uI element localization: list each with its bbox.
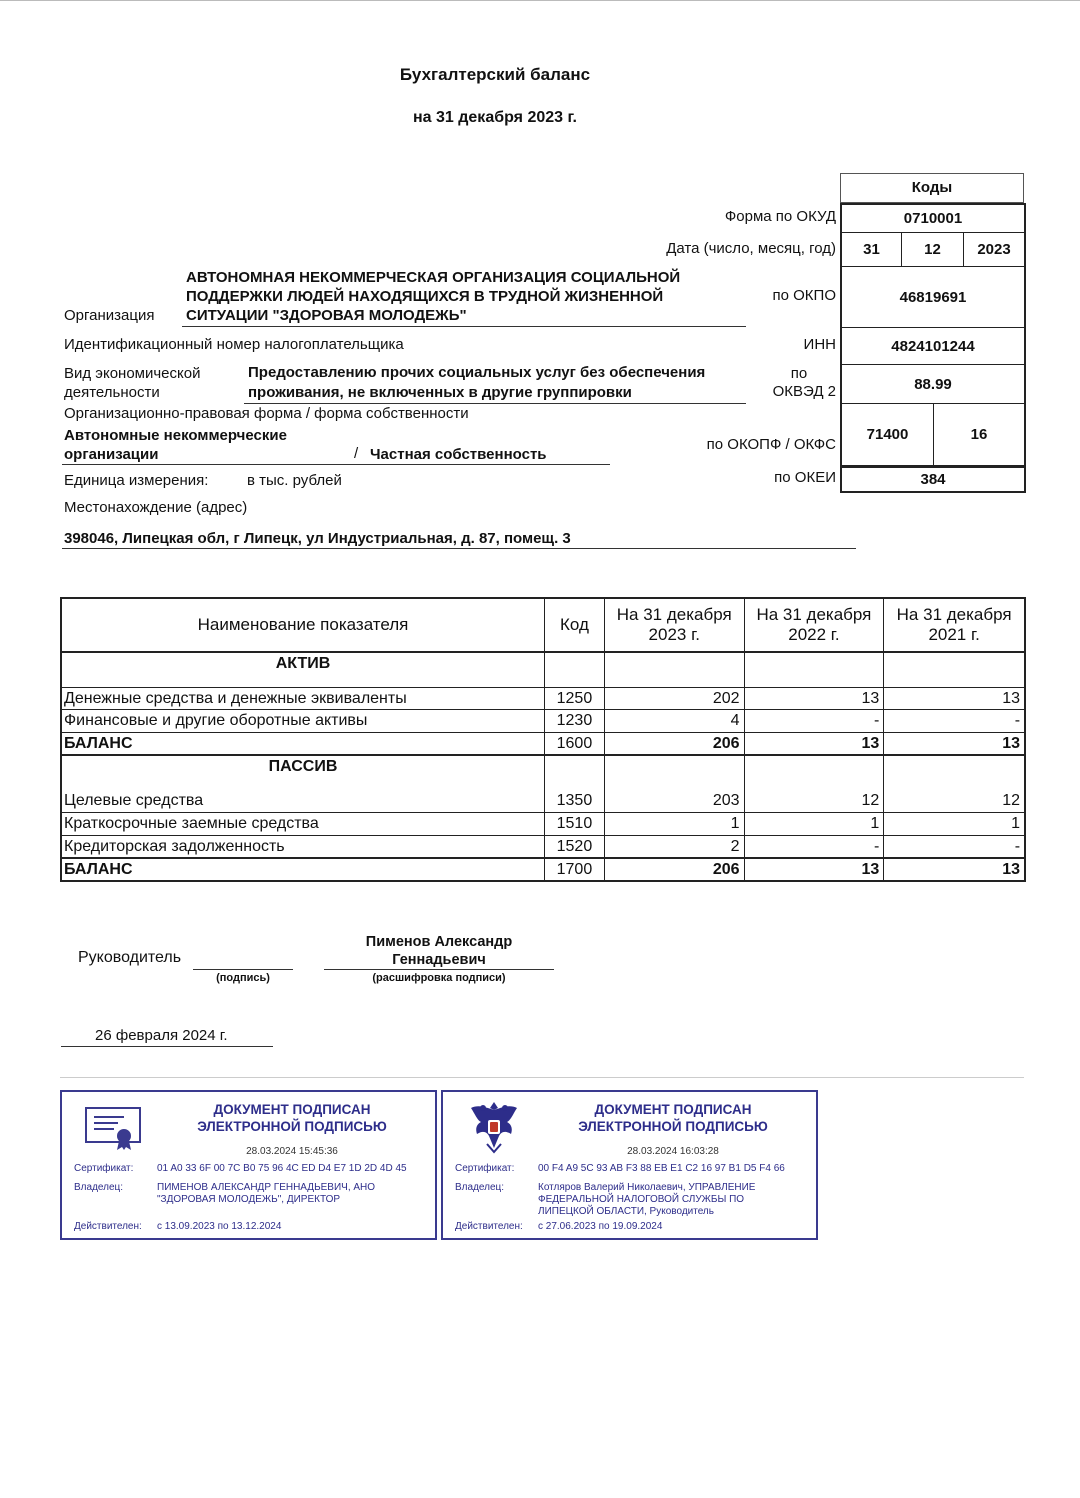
- header-2022-line-2: 2022 г.: [788, 625, 840, 644]
- row-2023: 2: [605, 836, 745, 857]
- address-underline: [62, 548, 856, 549]
- row-code: 1230: [545, 710, 605, 732]
- e-signature-stamp-2: [441, 1090, 818, 1240]
- stamp-owner-line-1: ПИМЕНОВ АЛЕКСАНДР ГЕННАДЬЕВИЧ, АНО: [157, 1182, 376, 1193]
- empty-cell: [884, 756, 1024, 790]
- okopf-okfs-codes: [842, 404, 1024, 466]
- address-label: Местонахождение (адрес): [64, 499, 248, 516]
- row-name: Денежные средства и денежные эквиваленты: [62, 688, 545, 709]
- balance-row-aktiv: [62, 733, 1024, 756]
- row-2022: -: [745, 836, 885, 857]
- stamp-owner-line-2: "ЗДОРОВАЯ МОЛОДЕЖЬ", ДИРЕКТОР: [157, 1194, 341, 1205]
- row-name: БАЛАНС: [62, 859, 545, 880]
- row-2021: 12: [1002, 792, 1021, 809]
- okei-code: 384: [842, 466, 1024, 491]
- stamp-owner-label: Владелец:: [455, 1182, 505, 1193]
- row-name: БАЛАНС: [62, 733, 545, 754]
- table-row: [62, 710, 1024, 733]
- stamp-owner-line-3: ЛИПЕЦКОЙ ОБЛАСТИ, Руководитель: [538, 1206, 714, 1217]
- empty-cell: [605, 653, 745, 687]
- row-code: 1350: [545, 790, 605, 812]
- activity-line-2: проживания, не включенных в другие группировки: [248, 384, 632, 401]
- codes-heading: Коды: [840, 173, 1024, 203]
- empty-cell: [605, 756, 745, 790]
- okei-label: по ОКЕИ: [774, 469, 836, 486]
- activity-label-1: Вид экономической: [64, 365, 201, 382]
- header-2021-line-1: На 31 декабря: [896, 605, 1012, 624]
- empty-cell: [745, 653, 885, 687]
- okved-code: 88.99: [842, 365, 1024, 404]
- legal-form-line-1: Автономные некоммерческие: [64, 427, 287, 444]
- row-2022: 12: [745, 790, 885, 812]
- table-row: [62, 836, 1024, 859]
- org-name-line-3: СИТУАЦИИ "ЗДОРОВАЯ МОЛОДЕЖЬ": [186, 307, 467, 324]
- stamp-valid: с 27.06.2023 по 19.09.2024: [538, 1221, 663, 1232]
- table-header-row: [62, 599, 1024, 653]
- table-row: [62, 813, 1024, 836]
- row-2021: -: [1014, 712, 1021, 729]
- org-underline: [182, 326, 746, 327]
- empty-cell: [545, 756, 605, 790]
- signer-name-line-2: Геннадьевич: [392, 952, 486, 968]
- table-row: [62, 687, 1024, 710]
- row-2023: 206: [605, 733, 745, 754]
- row-2023: 203: [605, 790, 745, 812]
- empty-cell: [745, 756, 885, 790]
- decode-caption: (расшифровка подписи): [372, 972, 506, 984]
- stamp-title-line-1: ДОКУМЕНТ ПОДПИСАН: [213, 1102, 371, 1117]
- row-2023: 4: [605, 710, 745, 732]
- certificate-icon: [84, 1106, 142, 1155]
- aktiv-heading: АКТИВ: [62, 653, 545, 687]
- decode-line: [324, 969, 554, 970]
- stamp-cert-label: Сертификат:: [74, 1163, 134, 1174]
- okfs-code: 16: [970, 426, 988, 443]
- row-2022: 1: [745, 813, 885, 835]
- date-codes: [842, 233, 1024, 267]
- divider: [60, 1077, 1024, 1078]
- signature-date: 26 февраля 2024 г.: [95, 1027, 228, 1044]
- header-name: Наименование показателя: [62, 599, 545, 653]
- activity-label-2: деятельности: [64, 384, 160, 401]
- header-2022-line-1: На 31 декабря: [756, 605, 872, 624]
- coat-of-arms-emblem: [467, 1098, 521, 1159]
- activity-line-1: Предоставлению прочих социальных услуг без обеспечения: [248, 364, 706, 381]
- balance-table: [60, 597, 1026, 882]
- stamp-valid-label: Действителен:: [455, 1221, 523, 1232]
- okpo-label: по ОКПО: [772, 287, 836, 304]
- okved-label-1: по: [790, 365, 808, 382]
- row-name: Целевые средства: [62, 790, 545, 812]
- empty-cell: [545, 653, 605, 687]
- row-code: 1600: [545, 733, 605, 754]
- row-2022: 13: [745, 733, 885, 754]
- signer-name-line-1: Пименов Александр: [365, 934, 513, 950]
- stamp-cert: 00 F4 A9 5C 93 AB F3 88 EB E1 C2 16 97 B1 D5 F4 66: [538, 1163, 785, 1174]
- stamp-title: [172, 1101, 412, 1135]
- stamp-valid-label: Действителен:: [74, 1221, 142, 1232]
- header-2021-line-2: 2021 г.: [928, 625, 980, 644]
- unit-value: в тыс. рублей: [247, 472, 342, 489]
- row-2021: -: [1014, 837, 1021, 855]
- row-name: Кредиторская задолженность: [62, 836, 545, 857]
- date-month: 12: [902, 233, 964, 266]
- page-top-border: [0, 0, 1080, 1]
- date-year: 2023: [977, 241, 1011, 258]
- row-name: Финансовые и другие оборотные активы: [62, 710, 545, 732]
- header-code: Код: [545, 599, 605, 653]
- unit-label: Единица измерения:: [64, 472, 209, 489]
- row-2023: 1: [605, 813, 745, 835]
- legal-form-line-2: организации: [64, 446, 159, 463]
- row-2022: 13: [745, 688, 885, 709]
- header-2023: [605, 599, 745, 653]
- header-2022: [745, 599, 885, 653]
- row-2021: 13: [1002, 734, 1021, 752]
- row-2023: 202: [605, 688, 745, 709]
- stamp-cert: 01 A0 33 6F 00 7C B0 75 96 4C ED D4 E7 1D 2D 4D 45: [157, 1163, 407, 1174]
- form-caption: Организационно-правовая форма / форма собственности: [64, 405, 469, 422]
- stamp-title: [553, 1101, 793, 1135]
- okopf-code: 71400: [842, 404, 934, 465]
- table-row: [62, 790, 1024, 813]
- signature-caption: (подпись): [216, 972, 270, 984]
- okved-label-2: ОКВЭД 2: [772, 383, 836, 400]
- row-2022: 13: [745, 859, 885, 880]
- e-signature-stamp-1: [60, 1090, 437, 1240]
- row-code: 1250: [545, 688, 605, 709]
- row-2023: 206: [605, 859, 745, 880]
- row-code: 1520: [545, 836, 605, 857]
- okud-label: Форма по ОКУД: [724, 208, 836, 225]
- date-day: 31: [842, 233, 902, 266]
- passiv-heading: ПАССИВ: [62, 756, 545, 790]
- row-code: 1510: [545, 813, 605, 835]
- header-2023-line-1: На 31 декабря: [616, 605, 732, 624]
- org-name-line-2: ПОДДЕРЖКИ ЛЮДЕЙ НАХОДЯЩИХСЯ В ТРУДНОЙ ЖИЗНЕННОЙ: [186, 288, 664, 305]
- codes-box: [840, 203, 1026, 493]
- empty-cell: [884, 653, 1024, 687]
- row-2021: 13: [1002, 689, 1021, 707]
- date-label: Дата (число, месяц, год): [666, 240, 836, 257]
- stamp-title-line-2: ЭЛЕКТРОННОЙ ПОДПИСЬЮ: [578, 1119, 768, 1134]
- header-2021: [884, 599, 1024, 653]
- row-2022: -: [745, 710, 885, 732]
- okopf-label: по ОКОПФ / ОКФС: [706, 436, 836, 453]
- passiv-section-row: [62, 756, 1024, 790]
- form-separator: /: [354, 445, 359, 462]
- header-2023-line-2: 2023 г.: [648, 625, 700, 644]
- inn-caption: Идентификационный номер налогоплательщика: [64, 336, 404, 353]
- row-code: 1700: [545, 859, 605, 880]
- balance-row-passiv: [62, 859, 1024, 880]
- signature-line: [193, 969, 293, 970]
- document-title: Бухгалтерский баланс: [399, 65, 591, 84]
- row-2021: 13: [1002, 860, 1021, 878]
- form-underline: [62, 464, 610, 465]
- address-value: 398046, Липецкая обл, г Липецк, ул Индустриальная, д. 87, помещ. 3: [64, 530, 571, 547]
- row-name: Краткосрочные заемные средства: [62, 813, 545, 835]
- document-date: на 31 декабря 2023 г.: [413, 109, 577, 126]
- stamp-datetime: 28.03.2024 15:45:36: [246, 1146, 338, 1157]
- stamp-owner-label: Владелец:: [74, 1182, 124, 1193]
- stamp-title-line-2: ЭЛЕКТРОННОЙ ПОДПИСЬЮ: [197, 1119, 387, 1134]
- inn-code: 4824101244: [842, 328, 1024, 365]
- okpo-code: 46819691: [842, 267, 1024, 328]
- inn-label: ИНН: [803, 336, 836, 353]
- row-2021: 1: [1011, 815, 1021, 832]
- ownership-form: Частная собственность: [370, 446, 547, 463]
- org-name-line-1: АВТОНОМНАЯ НЕКОММЕРЧЕСКАЯ ОРГАНИЗАЦИЯ СОЦИАЛЬНОЙ: [186, 269, 681, 286]
- activity-underline: [244, 403, 746, 404]
- stamp-valid: с 13.09.2023 по 13.12.2024: [157, 1221, 282, 1232]
- stamp-owner-line-2: ФЕДЕРАЛЬНОЙ НАЛОГОВОЙ СЛУЖБЫ ПО: [538, 1194, 745, 1205]
- org-label: Организация: [64, 307, 155, 324]
- stamp-title-line-1: ДОКУМЕНТ ПОДПИСАН: [594, 1102, 752, 1117]
- okud-code: 0710001: [842, 205, 1024, 233]
- stamp-datetime: 28.03.2024 16:03:28: [627, 1146, 719, 1157]
- stamp-cert-label: Сертификат:: [455, 1163, 515, 1174]
- signer-role: Руководитель: [78, 949, 182, 966]
- aktiv-section-row: [62, 653, 1024, 687]
- date-underline: [61, 1046, 273, 1047]
- stamp-owner-line-1: Котляров Валерий Николаевич, УПРАВЛЕНИЕ: [538, 1182, 756, 1193]
